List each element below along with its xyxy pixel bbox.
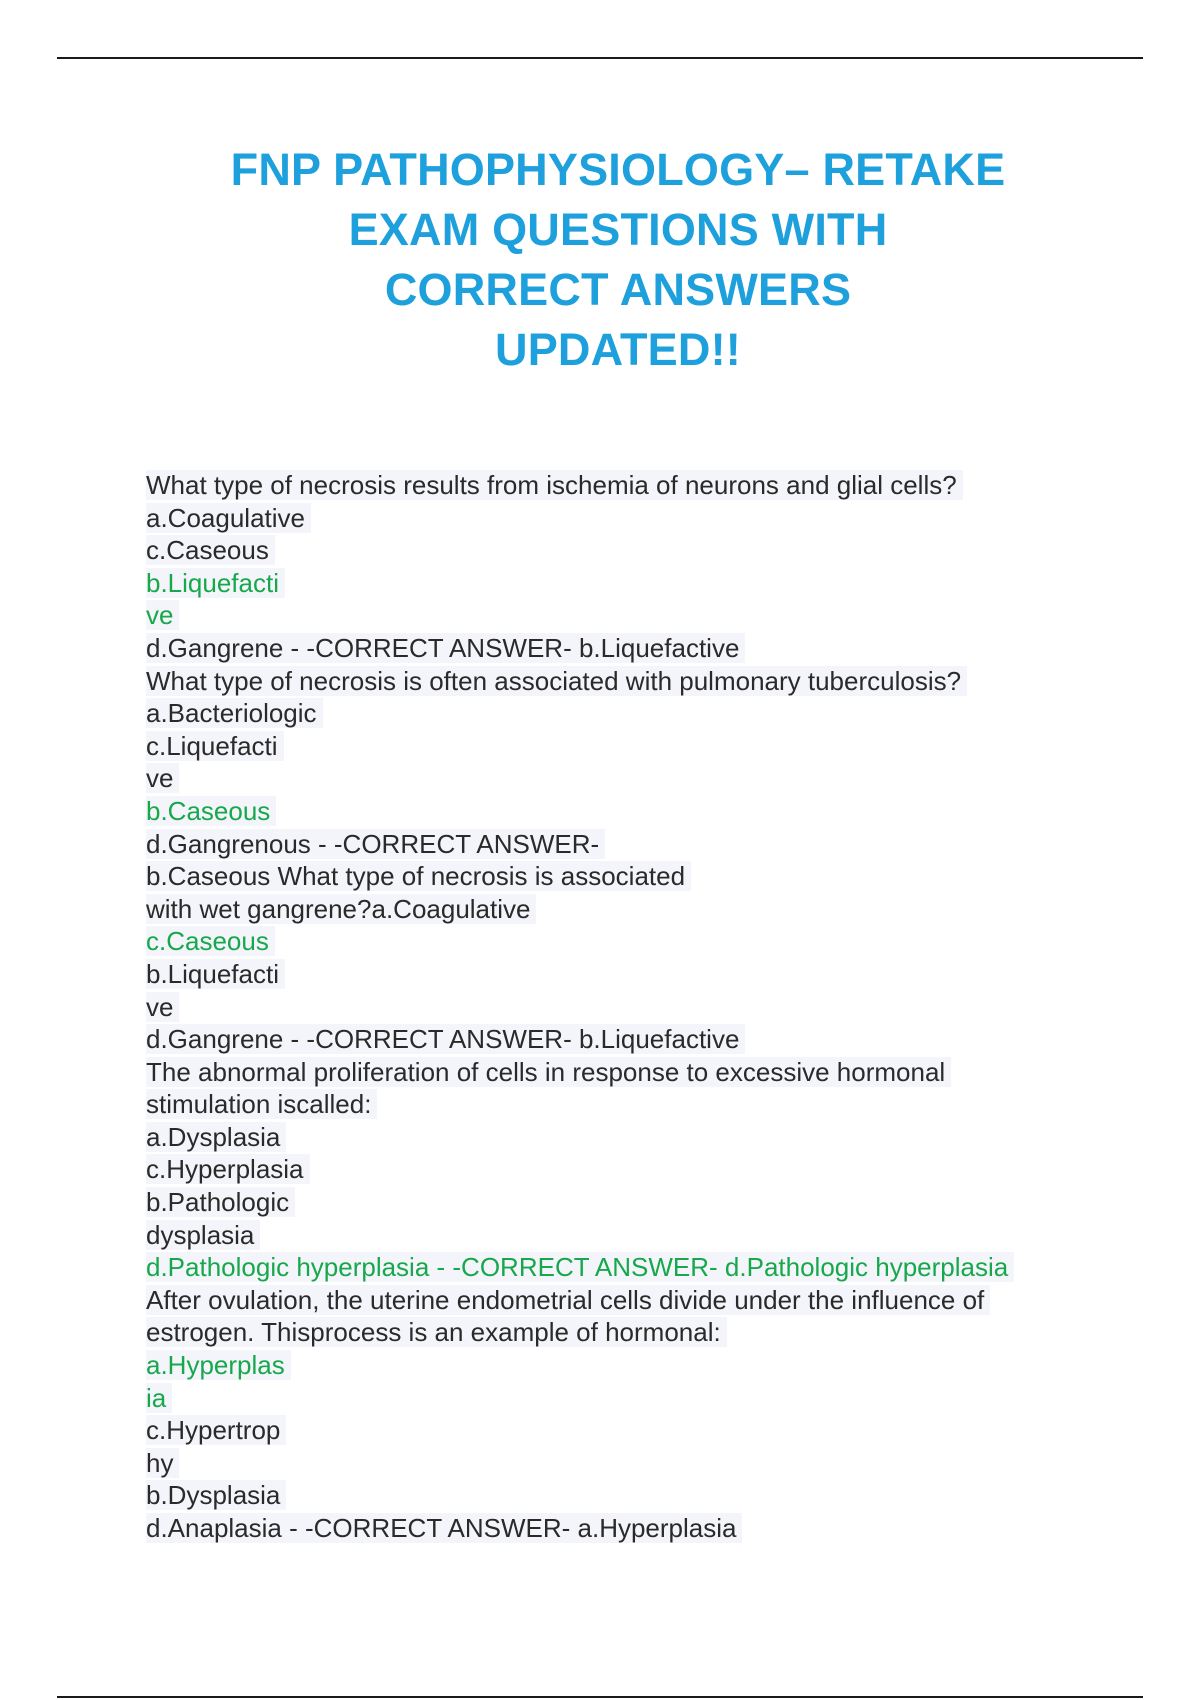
line-text: d.Gangrenous - -CORRECT ANSWER- — [146, 829, 605, 859]
line-text: c.Hyperplasia — [146, 1154, 310, 1184]
title-line: CORRECT ANSWERS — [384, 264, 852, 315]
line-text: b.Pathologic — [146, 1187, 295, 1217]
line-text: ve — [146, 992, 179, 1022]
line-text: a.Hyperplas — [146, 1350, 291, 1380]
line-text: b.Caseous — [146, 796, 276, 826]
line-text: c.Caseous — [146, 926, 275, 956]
text-line — [146, 1512, 1146, 1545]
line-text: ve — [146, 763, 179, 793]
line-text: with wet gangrene?a.Coagulative — [146, 894, 536, 924]
line-text: b.Liquefacti — [146, 959, 285, 989]
text-line — [146, 730, 1146, 763]
text-line — [146, 1447, 1146, 1480]
line-text: The abnormal proliferation of cells in response to excessive hormonal — [146, 1057, 951, 1087]
text-line — [146, 860, 1146, 893]
text-line — [146, 1414, 1146, 1447]
text-line — [146, 1088, 1146, 1121]
line-text: c.Hypertrop — [146, 1415, 286, 1445]
text-line — [146, 958, 1146, 991]
title-line: FNP PATHOPHYSIOLOGY– RETAKE — [230, 144, 1006, 195]
line-text: b.Caseous What type of necrosis is associated — [146, 861, 691, 891]
line-text: b.Dysplasia — [146, 1480, 286, 1510]
text-line — [146, 1153, 1146, 1186]
line-text: ve — [146, 600, 179, 630]
text-line — [146, 697, 1146, 730]
line-text: ia — [146, 1383, 172, 1413]
correct-answer-line — [146, 1382, 1146, 1415]
text-line — [146, 665, 1146, 698]
line-text: b.Liquefacti — [146, 568, 285, 598]
correct-answer-line — [146, 1251, 1146, 1284]
text-line — [146, 1219, 1146, 1252]
line-text: dysplasia — [146, 1220, 260, 1250]
correct-answer-line — [146, 795, 1146, 828]
text-line — [146, 991, 1146, 1024]
text-line — [146, 1056, 1146, 1089]
top-rule — [57, 57, 1143, 59]
title-line: UPDATED!! — [495, 324, 741, 375]
line-text: a.Bacteriologic — [146, 698, 323, 728]
document-title — [0, 140, 1200, 380]
text-line — [146, 502, 1146, 535]
text-line — [146, 893, 1146, 926]
correct-answer-line — [146, 567, 1146, 600]
title-line: EXAM QUESTIONS WITH — [348, 204, 888, 255]
correct-answer-line — [146, 925, 1146, 958]
text-line — [146, 469, 1146, 502]
text-line — [146, 1186, 1146, 1219]
text-line — [146, 828, 1146, 861]
text-line — [146, 1121, 1146, 1154]
text-line — [146, 1479, 1146, 1512]
line-text: stimulation iscalled: — [146, 1089, 377, 1119]
line-text: c.Liquefacti — [146, 731, 284, 761]
text-line — [146, 1316, 1146, 1349]
line-text: a.Dysplasia — [146, 1122, 286, 1152]
text-line — [146, 762, 1146, 795]
text-line — [146, 534, 1146, 567]
line-text: What type of necrosis is often associated with pulmonary tuberculosis? — [146, 666, 967, 696]
line-text: d.Anaplasia - -CORRECT ANSWER- a.Hyperplasia — [146, 1513, 742, 1543]
line-text: What type of necrosis results from ischemia of neurons and glial cells? — [146, 470, 963, 500]
line-text: estrogen. Thisprocess is an example of hormonal: — [146, 1317, 727, 1347]
line-text: d.Pathologic hyperplasia - -CORRECT ANSWER- d.Pathologic hyperplasia — [146, 1252, 1014, 1282]
text-line — [146, 1023, 1146, 1056]
line-text: hy — [146, 1448, 179, 1478]
line-text: a.Coagulative — [146, 503, 311, 533]
correct-answer-line — [146, 1349, 1146, 1382]
line-text: d.Gangrene - -CORRECT ANSWER- b.Liquefactive — [146, 1024, 745, 1054]
correct-answer-line — [146, 599, 1146, 632]
bottom-rule — [57, 1696, 1143, 1698]
line-text: c.Caseous — [146, 535, 275, 565]
line-text: d.Gangrene - -CORRECT ANSWER- b.Liquefactive — [146, 633, 745, 663]
line-text: After ovulation, the uterine endometrial cells divide under the influence of — [146, 1285, 990, 1315]
text-line — [146, 1284, 1146, 1317]
document-body — [146, 469, 1146, 1545]
text-line — [146, 632, 1146, 665]
